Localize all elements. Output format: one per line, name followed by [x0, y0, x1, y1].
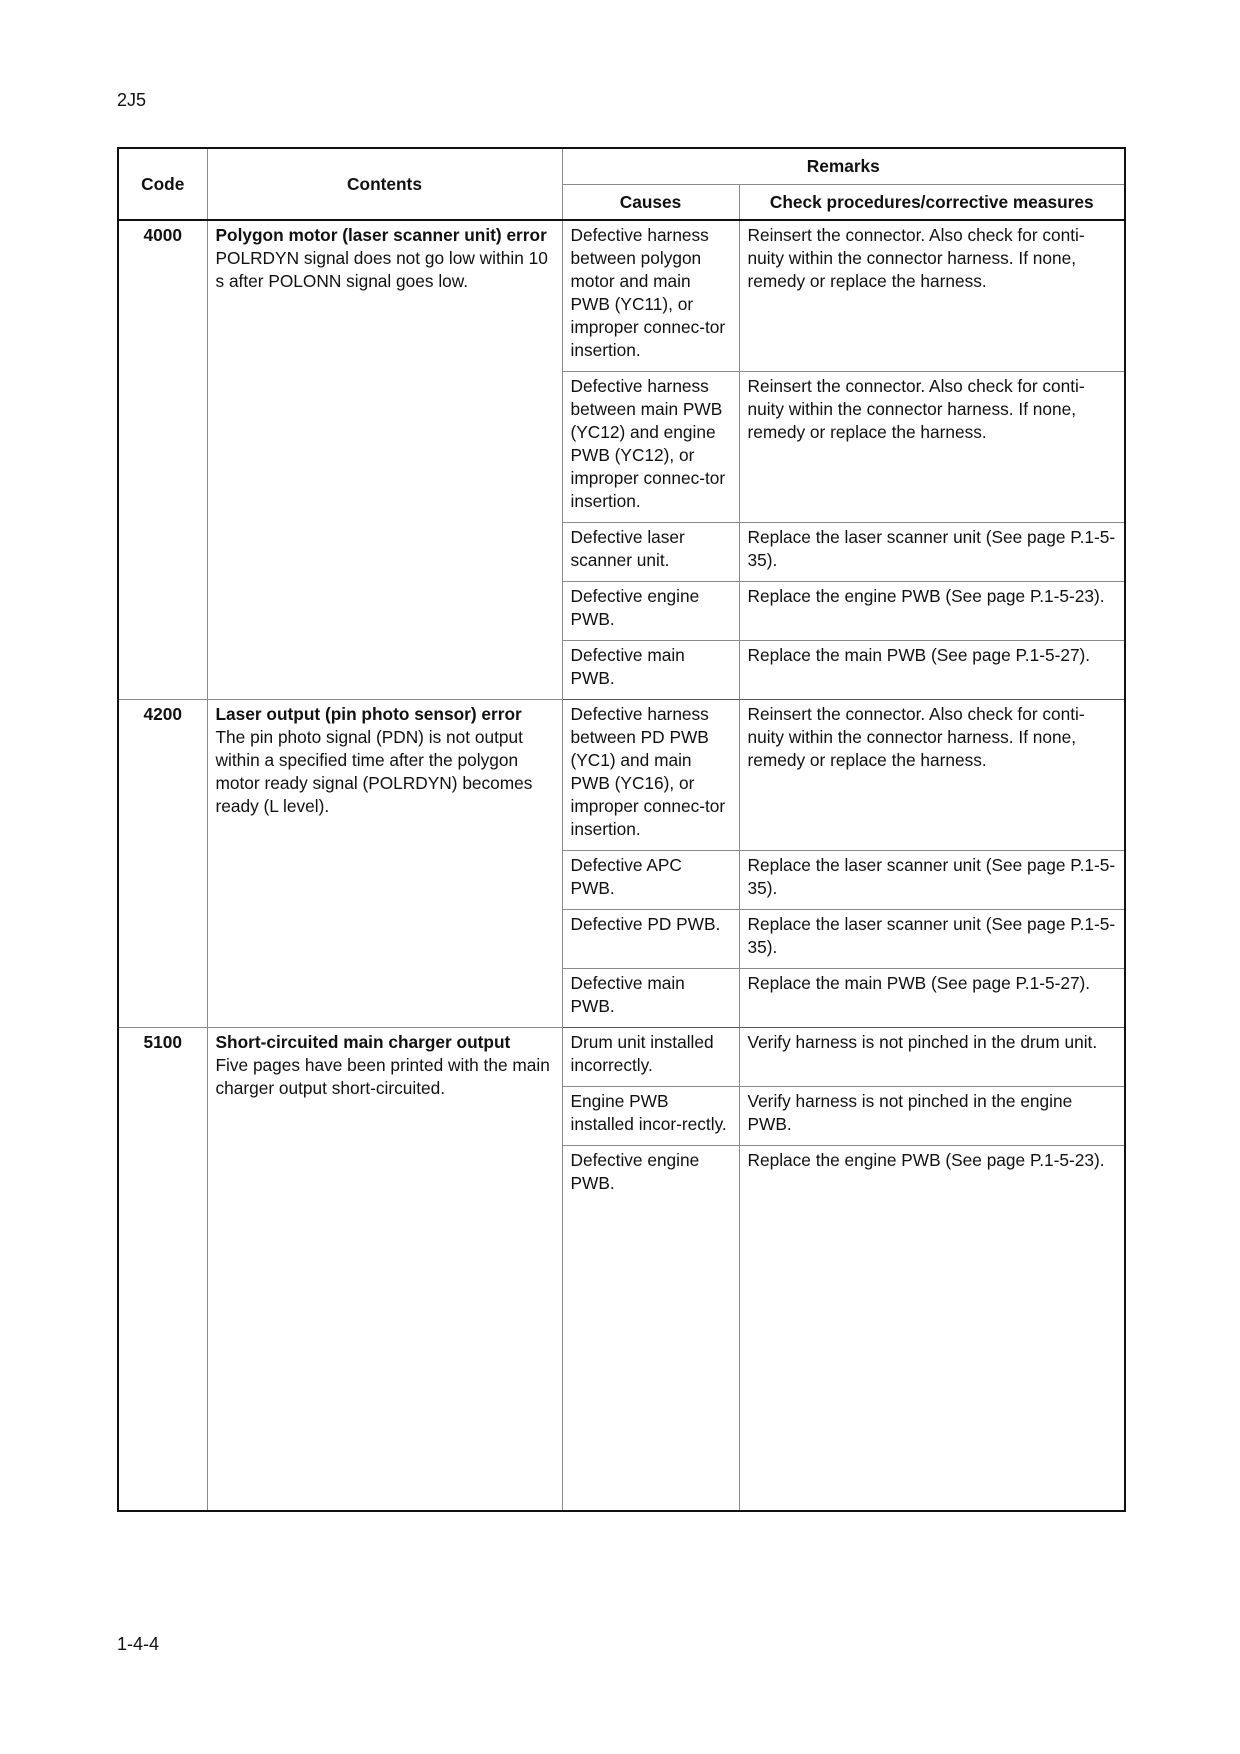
cause-cell: Drum unit installed incorrectly. [562, 1028, 739, 1087]
column-header-code: Code [118, 148, 207, 220]
measure-cell: Replace the laser scanner unit (See page P.1-5-35). [739, 523, 1125, 582]
error-title: Laser output (pin photo sensor) error [215, 704, 522, 724]
cause-cell: Defective engine PWB. [562, 582, 739, 641]
error-code: 4200 [118, 700, 207, 1028]
cause-cell: Engine PWB installed incor-rectly. [562, 1087, 739, 1146]
error-contents [207, 700, 562, 1028]
cause-cell: Defective PD PWB. [562, 910, 739, 969]
cause-cell: Defective engine PWB. [562, 1146, 739, 1512]
cause-cell: Defective main PWB. [562, 641, 739, 700]
error-contents [207, 220, 562, 700]
table-row [118, 1028, 1125, 1087]
measure-cell: Replace the engine PWB (See page P.1-5-23). [739, 582, 1125, 641]
cause-cell: Defective main PWB. [562, 969, 739, 1028]
column-header-remarks: Remarks [562, 148, 1125, 185]
error-code: 4000 [118, 220, 207, 700]
table-row [118, 220, 1125, 372]
error-description: Five pages have been printed with the main charger output short-circuited. [215, 1055, 550, 1098]
measure-cell: Replace the engine PWB (See page P.1-5-23). [739, 1146, 1125, 1512]
table-row [118, 700, 1125, 851]
error-description: POLRDYN signal does not go low within 10 s after POLONN signal goes low. [215, 248, 548, 291]
cause-cell: Defective harness between main PWB (YC12) and engine PWB (YC12), or improper connec-tor insertion. [562, 372, 739, 523]
error-title: Short-circuited main charger output [215, 1032, 511, 1052]
error-code-table [117, 147, 1126, 1512]
error-description: The pin photo signal (PDN) is not output within a specified time after the polygon motor ready signal (POLRDYN) becomes ready (L level). [215, 727, 533, 816]
cause-cell: Defective harness between PD PWB (YC1) and main PWB (YC16), or improper connec-tor insertion. [562, 700, 739, 851]
cause-cell: Defective harness between polygon motor and main PWB (YC11), or improper connec-tor insertion. [562, 220, 739, 372]
measure-cell: Replace the laser scanner unit (See page P.1-5-35). [739, 851, 1125, 910]
error-code: 5100 [118, 1028, 207, 1512]
error-title: Polygon motor (laser scanner unit) error [215, 225, 547, 245]
page-number: 1-4-4 [117, 1634, 160, 1654]
measure-cell: Replace the main PWB (See page P.1-5-27). [739, 969, 1125, 1028]
cause-cell: Defective APC PWB. [562, 851, 739, 910]
column-header-check: Check procedures/corrective measures [739, 185, 1125, 221]
measure-cell: Replace the main PWB (See page P.1-5-27). [739, 641, 1125, 700]
measure-cell: Verify harness is not pinched in the drum unit. [739, 1028, 1125, 1087]
cause-cell: Defective laser scanner unit. [562, 523, 739, 582]
document-id: 2J5 [117, 90, 147, 110]
measure-cell: Verify harness is not pinched in the engine PWB. [739, 1087, 1125, 1146]
column-header-causes: Causes [562, 185, 739, 221]
error-contents [207, 1028, 562, 1512]
measure-cell: Reinsert the connector. Also check for conti-nuity within the connector harness. If none, remedy or replace the harness. [739, 700, 1125, 851]
measure-cell: Reinsert the connector. Also check for conti-nuity within the connector harness. If none, remedy or replace the harness. [739, 220, 1125, 372]
column-header-contents: Contents [207, 148, 562, 220]
measure-cell: Reinsert the connector. Also check for conti-nuity within the connector harness. If none, remedy or replace the harness. [739, 372, 1125, 523]
measure-cell: Replace the laser scanner unit (See page P.1-5-35). [739, 910, 1125, 969]
